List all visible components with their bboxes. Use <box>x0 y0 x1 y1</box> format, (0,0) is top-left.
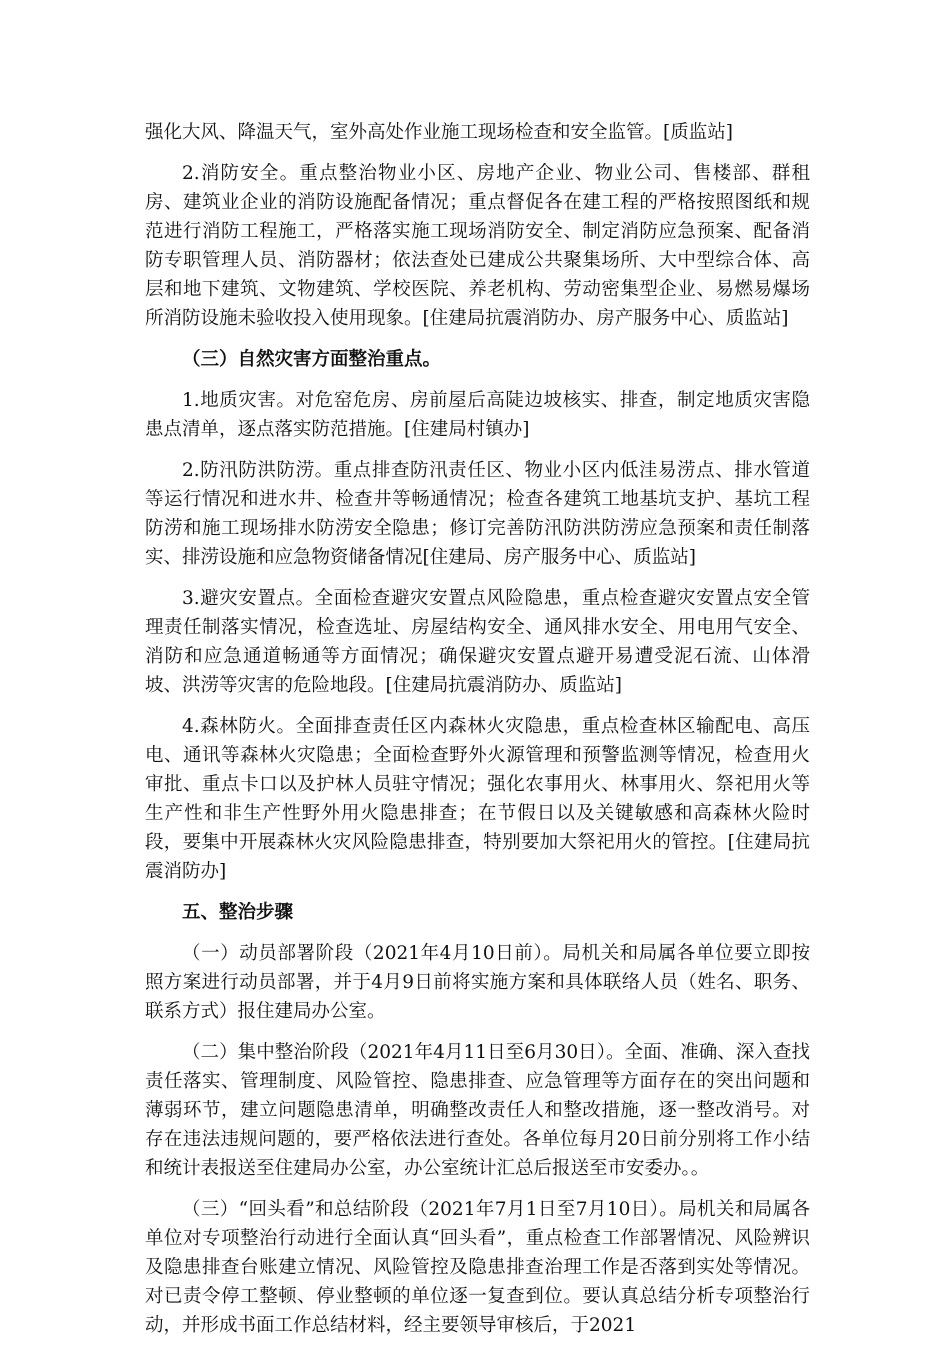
paragraph-shelter-points: 3.避灾安置点。全面检查避灾安置点风险隐患，重点检查避灾安置点安全管理责任制落实情况，检查选址、房屋结构安全、通风排水安全、用电用气安全、消防和应急通道畅通等方面情况；确保避灾安置点避开易遭受泥石流、山体滑坡、洪涝等灾害的危险地段。[住建局抗震消防办、质监站] <box>145 588 810 696</box>
paragraph-rectification-stage: （二）集中整治阶段（2021年4月11日至6月30日）。全面、准确、深入查找责任落实、管理制度、风险管控、隐患排查、应急管理等方面存在的突出问题和薄弱环节，建立问题隐患清单，明确整改责任人和整改措施，逐一整改消号。对存在违法违规问题的，要严格依法进行查处。各单位每月20日前分别将工作小结和统计表报送至住建局办公室，办公室统计汇总后报送至市安委办。。 <box>145 1042 810 1179</box>
paragraph-mobilization-stage: （一）动员部署阶段（2021年4月10日前）。局机关和局属各单位要立即按照方案进行动员部署，并于4月9日前将实施方案和具体联络人员（姓名、职务、联系方式）报住建局办公室。 <box>145 943 810 1022</box>
section-heading-natural-disasters: （三）自然灾害方面整治重点。 <box>182 349 442 370</box>
paragraph-review-stage: （三）“回头看”和总结阶段（2021年7月1日至7月10日）。局机关和局属各单位对专项整治行动进行全面认真“回头看”，重点检查工作部署情况、风险辨识及隐患排查台账建立情况、风险管控及隐患排查治理工作是否落到实处等情况。对已责令停工整顿、停业整顿的单位逐一复查到位。要认真总结分析专项整治行动，并形成书面工作总结材料，经主要领导审核后，于2021 <box>145 1199 810 1336</box>
document-page <box>145 118 810 1352</box>
paragraph-continuation: 强化大风、降温天气，室外高处作业施工现场检查和安全监管。[质监站] <box>145 122 733 143</box>
paragraph-flood-control: 2.防汛防洪防涝。重点排查防汛责任区、物业小区内低洼易涝点、排水管道等运行情况和进水井、检查井等畅通情况；检查各建筑工地基坑支护、基坑工程防涝和施工现场排水防涝安全隐患；修订完善防汛防洪防涝应急预案和责任制落实、排涝设施和应急物资储备情况[住建局、房产服务中心、质监站] <box>145 460 810 568</box>
paragraph-forest-fire: 4.森林防火。全面排查责任区内森林火灾隐患，重点检查林区输配电、高压电、通讯等森林火灾隐患；全面检查野外火源管理和预警监测等情况，检查用火审批、重点卡口以及护林人员驻守情况；强化农事用火、林事用火、祭祀用火等生产性和非生产性野外用火隐患排查；在节假日以及关键敏感和高森林火险时段，要集中开展森林火灾风险隐患排查，特别要加大祭祀用火的管控。[住建局抗震消防办] <box>145 716 810 882</box>
paragraph-geological-disasters: 1.地质灾害。对危窑危房、房前屋后高陡边坡核实、排查，制定地质灾害隐患点清单，逐点落实防范措施。[住建局村镇办] <box>145 390 810 440</box>
paragraph-fire-safety: 2.消防安全。重点整治物业小区、房地产企业、物业公司、售楼部、群租房、建筑业企业的消防设施配备情况；重点督促各在建工程的严格按照图纸和规范进行消防工程施工，严格落实施工现场消防安全、制定消防应急预案、配备消防专职管理人员、消防器材；依法查处已建成公共聚集场所、大中型综合体、高层和地下建筑、文物建筑、学校医院、养老机构、劳动密集型企业、易燃易爆场所消防设施未验收投入使用现象。[住建局抗震消防办、房产服务中心、质监站] <box>145 163 810 329</box>
section-heading-steps: 五、整治步骤 <box>182 902 294 923</box>
